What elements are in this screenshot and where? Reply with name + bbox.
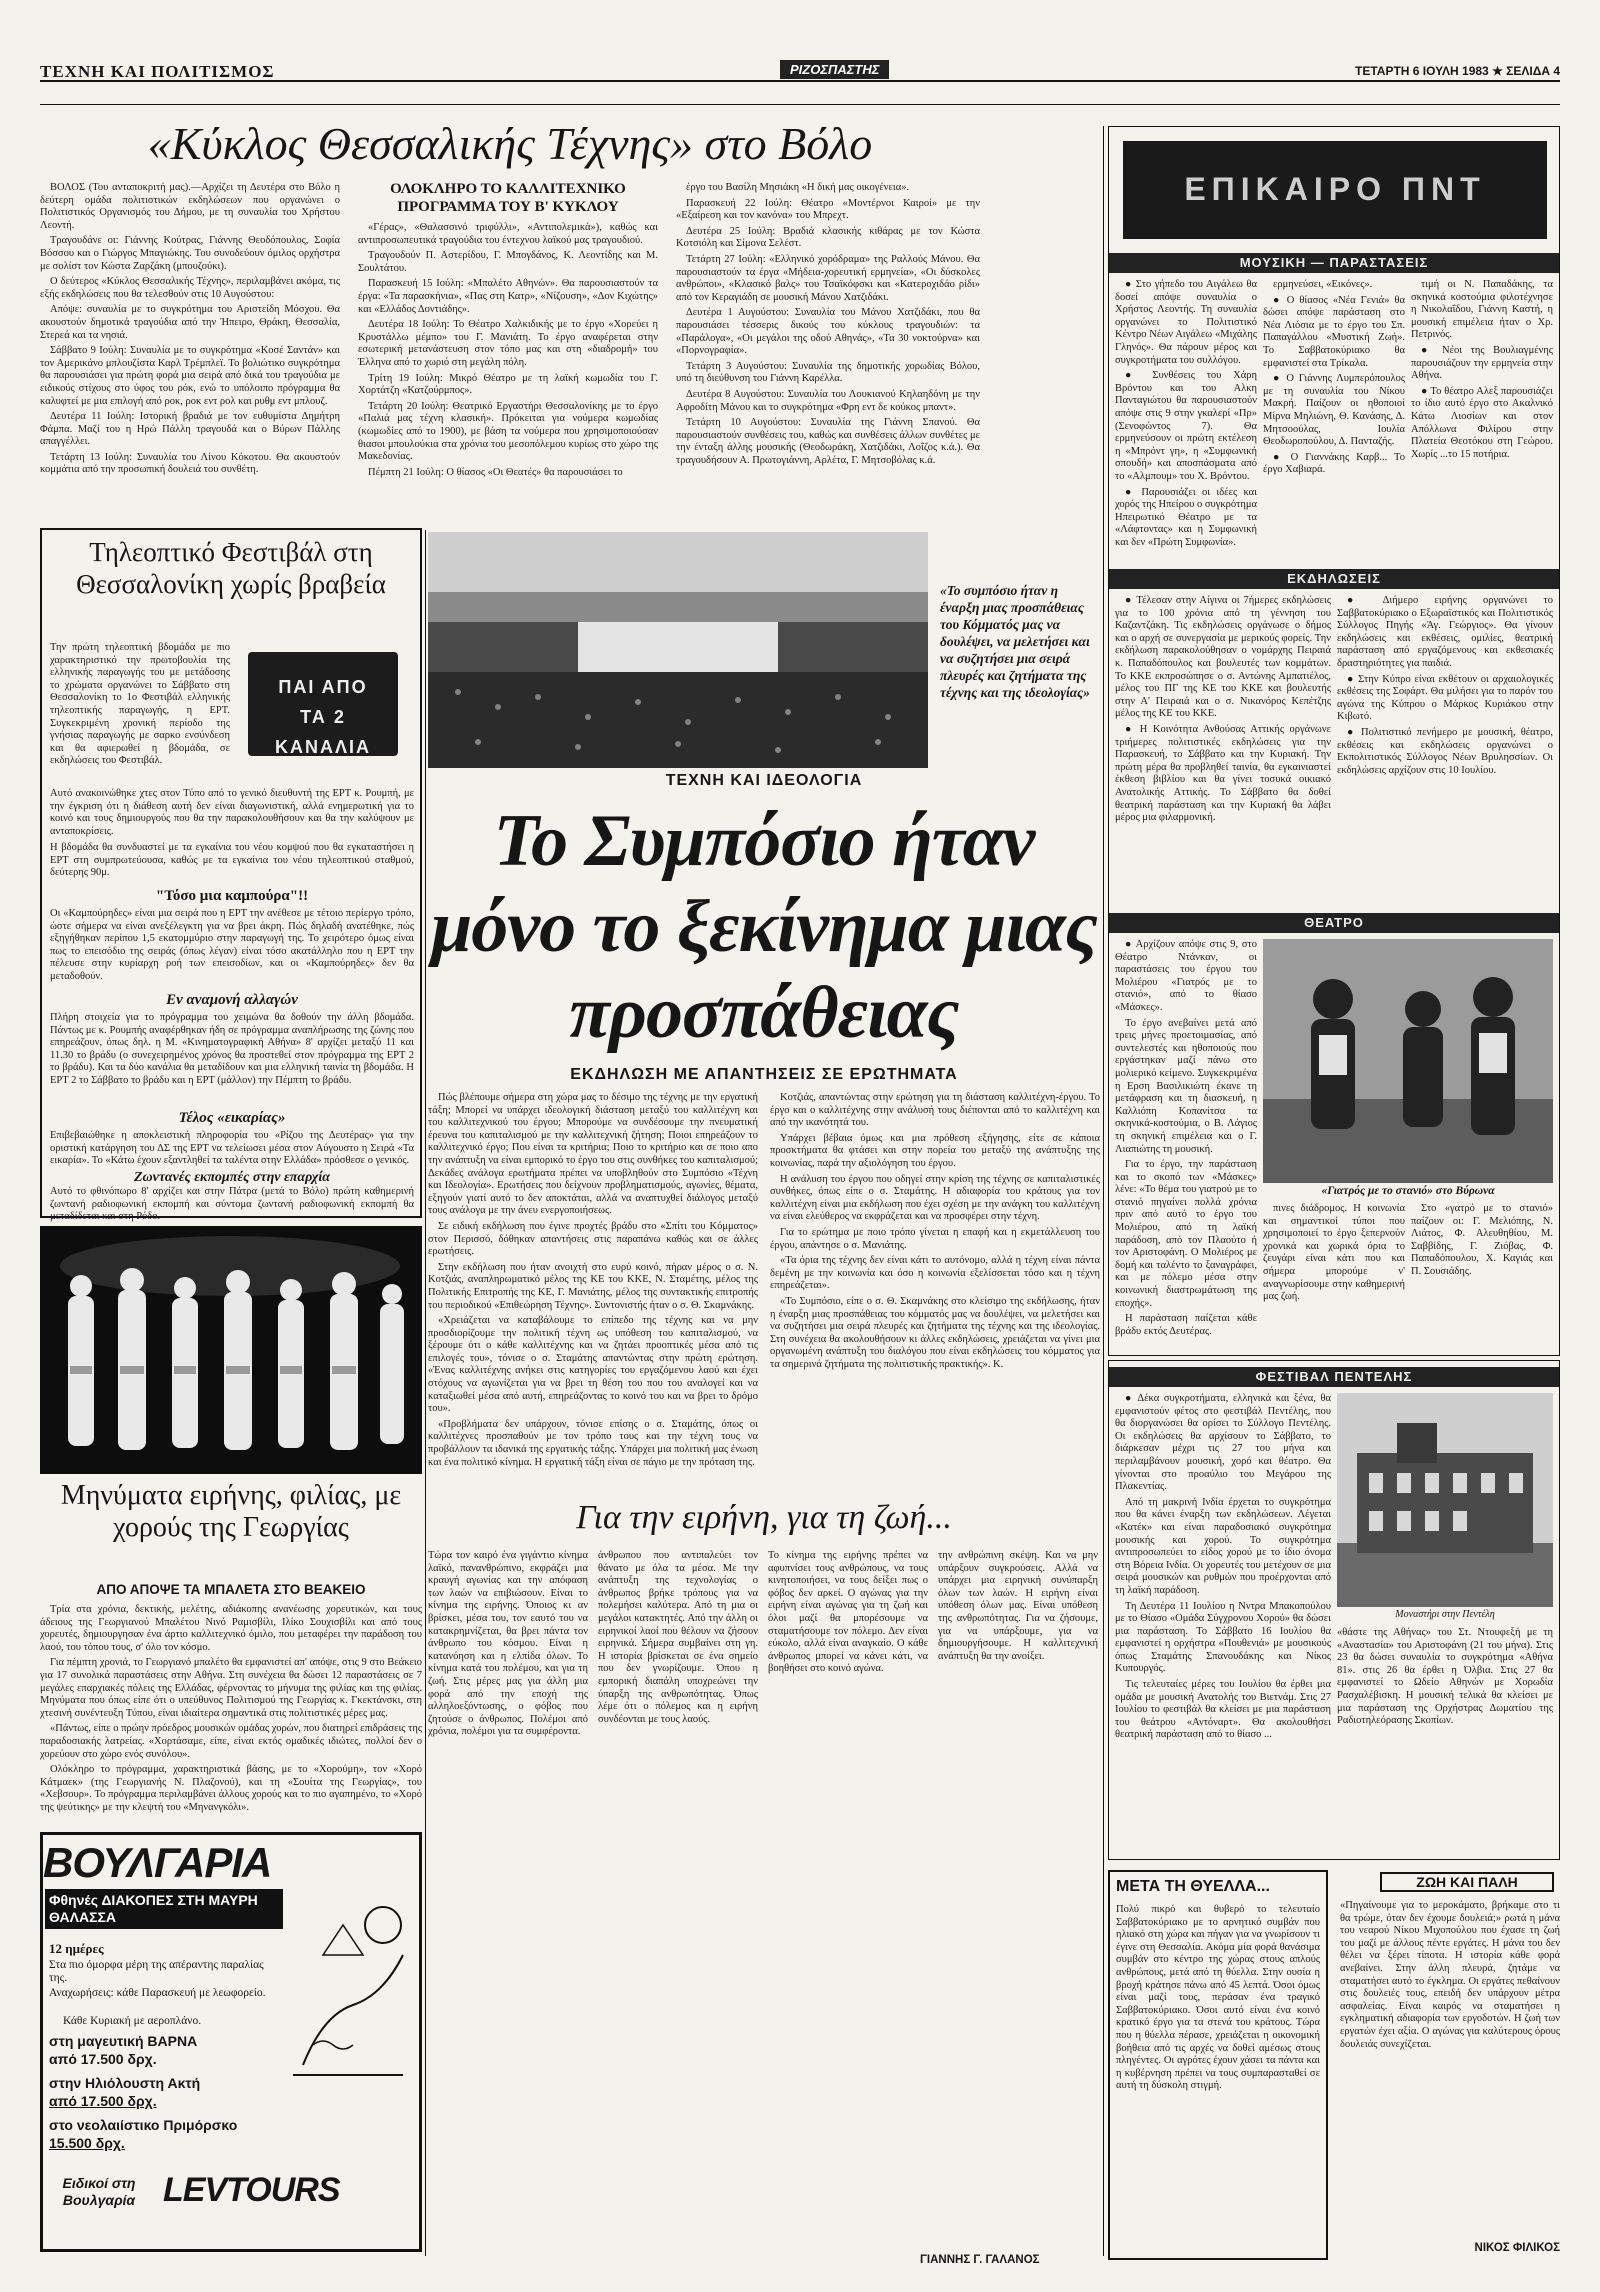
ad-specialist: Ειδικοί στη Βουλγαρία — [62, 2175, 136, 2208]
tv-festival-box — [40, 528, 422, 1223]
symposio-pullquote: «Το συμπόσιο ήταν η έναρξη μιας προσπάθειας του Κόμματός μας να δουλέψει, να μελετήσει και να συζητήσει μια σειρά πλευρές και ζητήματα της τέχνης και της ιδεολογίας» — [940, 583, 1090, 700]
music-col-3: τιμή οι Ν. Παπαδάκης, τα σκηνικά κοστούμια φιλοτέχνησε η Νικολαΐδου, Γιάννη Καστή, η μουσική επιμέλεια ήταν ο Χρ. Πετρινός. ● Νέοι της Βουλιαγμένης παρουσιάζουν την ερμηνεία στην Αθήνα. ● Το θέατρο Αλεξ παρουσιάζει το ίδιο αυτό έργο στο Ακαλνικό Κάτω Λιοσίων και στον Απόλλωνα Φιλίρου στην Πλατεία Θεοτόκου στη Γεώρου. Χωρίς ...το 15 ποτήρια. — [1411, 279, 1553, 460]
symposio-headline: Το Συμπόσιο ήταν μόνο το ξεκίνημα μιας προσπάθειας — [431, 800, 1097, 1054]
theatre-photo — [1263, 939, 1553, 1183]
tv-zont: Αυτό το φθινόπωρο 8' αρχίζει και στην Πάτρα (μετά το Βόλο) πρώτη καθημερινή ζωντανή ραδιοφωνική εκπομπή και σύντομα ζωντανή ραδιοφωνική εκπομπή θα μεταδίδεται και στη Ρόδο. — [50, 1186, 414, 1223]
volos-col2-head: ΟΛΟΚΛΗΡΟ ΤΟ ΚΑΛΛΙΤΕΧΝΙΚΟ ΠΡΟΓΡΑΜΜΑ ΤΟΥ Β' ΚΥΚΛΟΥ — [390, 181, 626, 215]
tv-telos: Επιβεβαιώθηκε η αποκλειστική πληροφορία του «Ρίζου της Δευτέρας» για την οριστική κατάργηση του ΔΣ της ΕΡΤ να τελείωσει μέσα στον Αύγουστο η Σειρά «Τα εικαρία». Το «Κάτω έχουν εξαντληθεί τα ταλέντα στην Ελλάδα» πρόσθεσε ο γενικός. — [50, 1130, 414, 1167]
symposio-col-2: Κοτζιάς, απαντώντας στην ερώτηση για τη διάσταση καλλιτέχνη-έργου. Το έργο και ο καλλιτέχνης στην ανάλυσή τους διέπονται από το καλλιτέχνη και από την ικανότητά του. Υπάρχει βέβαια όμως και μια πρόθεση εξήγησης, είτε σε κάποια προσκτήματα θα φτάσει και στην πορεία του μεταξύ της ανάπτυξης της κοινωνίας, παρά την αξιολόγηση του έργου. Η ανάλυση του έργου που οδηγεί στην κρίση της τέχνης σε καπιταλιστικές συνθήκες, όπως είπε ο σ. Σταμάτης. Η αδιαφορία του κράτους για τον καλλιτέχνη είναι μια εκδήλωση που έχει σχέση με την ανάγκη του καλλιτέχνη να είναι ελεύθερος να εκφράζεται και να προσφέρει στην τέχνη. Για το ερώτημα με ποιο τρόπο γίνεται η επαφή και η εκμετάλλευση του έργου, απάντησε ο σ. Μανιάτης. «Τα όρια της τέχνης δεν είναι κάτι το αυτόνομο, αλλά η τέχνη είναι πάντα δεμένη με την κοινωνία και όσο η κοινωνία εξελίσσεται τόσο και η τέχνη επηρεάζεται». «Το Συμπόσιο, είπε ο σ. Θ. Σκαμνάκης στο κλείσιμο της εκδήλωσης, ήταν η έναρξη μιας προσπάθειας του κόμματός μας να δουλέψει, να μελετήσει και να συζητήσει μια σειρά πλευρές και ζητήματα της τέχνης και της ιδεολογίας. Στη συνέχεια θα ακολουθήσουν κι άλλες εκδηλώσεις, χρειάζεται να γίνει μια οργανωμένη ανάπτυξη του διαλόγου που είναι εκδηλώσεις του κόμματος για τα σημερινά ζητήματα της πολιτιστικής πρακτικής». Κ. — [770, 1092, 1100, 1370]
peace-author: ΓΙΑΝΝΗΣ Γ. ΓΑΛΑΝΟΣ — [920, 2254, 1040, 2266]
georgia-dancers-photo — [40, 1226, 422, 1474]
volos-col-1: ΒΟΛΟΣ (Του ανταποκριτή μας).—Αρχίζει τη Δευτέρα στο Βόλο η δεύτερη ομάδα πολιτιστικών εκδηλώσεων που οργανώνει ο Πολιτιστικός Οργανισμός του Δήμου, με τη συναυλία του Χρήστου Λεοντή. Τραγουδάνε οι: Γιάννης Κούτρας, Γιάννης Θεοδόπουλος, Σοφία Βόσσου και ο Γιώργος Μπαγιώκης. Του συνοδεύουν όμιλος ορχήστρα με σολίστ τον Κώστα Ζαρζάκη (μπουζούκι). Ο δεύτερος «Κύκλος Θεσσαλικής Τέχνης», περιλαμβάνει ακόμα, τις εξής εκδηλώσεις που θα τελεσθούν στις 10 Αυγούστου: Απόψε: συναυλία με το συγκρότημα του Αριστείδη Μόσχου. Θα ακουστούν δημοτικά τραγούδια από την Ήπειρο, Θράκη, Θεσσαλία, Στερεά και τα νησιά. Σάββατο 9 Ιούλη: Συναυλία με το συγκρότημα «Κοσέ Σαντάν» και τον Αμερικάνο μπλουζίστα Καρλ Τρέμπλεϊ. Το βολιώτικο συγκρότημα θα παρουσιάσει για πρώτη φορά μια σειρά από δικά του τραγούδια με ειδικούς στίχους στο ύφος του ρόκ, ενώ το υπόλοιπο πρόγραμμα θα καλυφτεί με μια επιλογή από ροκ, ροκ εντ ρολ και ρυθμ εντ μπλουζ. Δευτέρα 11 Ιούλη: Ιστορική βραδιά με τον ευθυμίστα Δημήτρη Φάμπα. Μαζί του η Ηρώ Πάλλη τραγουδά και ο Βύρων Πάλλης απαγγέλλει. Τετάρτη 13 Ιούλη: Συναυλία του Λίνου Κόκοτου. Θα ακουστούν κομμάτια από την προσωπική δουλειά του συνθέτη. — [40, 182, 340, 476]
peace-title: Για την ειρήνη, για τη ζωή... — [576, 1499, 952, 1536]
section-title: ΤΕΧΝΗ ΚΑΙ ΠΟΛΙΤΙΣΜΟΣ — [40, 62, 275, 81]
tv-logo — [248, 652, 398, 756]
theatre-actors-illustration — [1263, 939, 1553, 1183]
zoi-author: ΝΙΚΟΣ ΦΙΛΙΚΟΣ — [1474, 2242, 1560, 2254]
ad-brand: LEVTOURS — [163, 2171, 340, 2209]
thessalia-title: ΜΕΤΑ ΤΗ ΘΥΕΛΛΑ... — [1116, 1878, 1270, 1895]
peace-col-3: Το κίνημα της ειρήνης πρέπει να αφυπνίσει τους ανθρώπους, να τους κινητοποιήσει, να τους δείξει πως ο φόβος δεν αρκεί. Ο αγώνας για την ειρήνη είναι αγώνας για τη ζωή και όλοι μαζί θα μπορέσουμε να σταματήσουμε τον πόλεμο. Δεν είναι εύκολο, αλλά είναι αναγκαίο. Ο κάθε άνθρωπος μπορεί να κάνει κάτι, να βοηθήσει στο κοινό αγώνα. — [768, 1550, 928, 1675]
date-page: ΤΕΤΑΡΤΗ 6 ΙΟΥΛΗ 1983 ★ ΣΕΛΙΔΑ 4 — [1355, 64, 1560, 78]
monastery-illustration — [1337, 1393, 1553, 1607]
monastery-photo — [1337, 1393, 1553, 1607]
tv-logo-text: ΠΑΙ ΑΠΟ ΤΑ 2 ΚΑΝΑΛΙΑ — [274, 677, 371, 757]
crowd-illustration — [428, 532, 928, 768]
fest-caption: Μοναστήρι στην Πεντέλη — [1395, 1609, 1495, 1620]
epikairo-banner-text: ΕΠΙΚΑΙΡΟ ΠΝΤ — [1184, 171, 1486, 207]
epikairo-section — [1108, 126, 1560, 1356]
volos-article — [40, 116, 980, 526]
tv-anam: Πλήρη στοιχεία για το πρόγραμμα του χειμώνα θα δοθούν την άλλη βδομάδα. Πάντως με κ. Ρουμπής αναφέρθηκαν ήδη σε πρόγραμμα αναπλήρωσης της ζώνης που επηρεάζουν, όπως δηλ. η Μ. «Κινηματογραφική Αθήνα» 8' αρχίζει μεταξύ 11 και 11.30 το βράδυ (ο συνεχειρημένος χρόνος θα προστεθεί στον πρόγραμμα της ΕΡΤ 2 το βράδυ). Και τα δύο κανάλια θα μεταδίδουν και μια ελληνική ταινία τη βδομάδα. Η ΕΡΤ 2 το Σάββατο το βράδυ και η ΕΡΤ (μάλλον) την Πέμπτη το βράδυ. — [50, 1012, 414, 1086]
stadium-crowd-photo — [428, 532, 928, 768]
ad-line2: Αναχωρήσεις: κάθε Παρασκευή με λεωφορείο. — [49, 1987, 266, 1999]
volos-col-3: έργο του Βασίλη Μησιάκη «Η δική μας οικογένεια». Παρασκευή 22 Ιούλη: Θέατρο «Μοντέρνοι Καιροί» με την «Εξαίρεση και τον κανόνα» του Μπρεχτ. Δευτέρα 25 Ιούλη: Βραδιά κλασικής κιθάρας με τον Κώστα Κοτσιόλη και Σίμονα Σελέστ. Τετάρτη 27 Ιούλη: «Ελληνικό χορόδραμα» της Ραλλούς Μάνου. Θα παρουσιαστούν τα έργα «Μήδεια-χορευτική ερμηνεία», «Οι δύσκολες ανθρώποι», «Κλασικό βαλς» του Τσαϊκόφσκι και «Κατεροχιδάο ρίδι» από τον Κεραγιάδη σε μουσική Μάνου Χατζιδάκι. Δευτέρα 1 Αυγούστου: Συναυλία του Μάνου Χατζιδάκι, που θα παρουσιάσει τέσσερις δικούς του κύκλους τραγουδιών: τα «Παράλογα», «Οι μεγάλοι της οδού Αθηνάς», «Τα 30 νοκτούρνα» και «Πορνογραφία». Τετάρτη 3 Αυγούστου: Συναυλία της δημοτικής χορωδίας Βόλου, υπό τη διεύθυνση του Γιάννη Καρέλλα. Δευτέρα 8 Αυγούστου: Συναυλία του Λουκιανού Κηλαηδόνη με την Αφροδίτη Μάνου και το συγκρότημα «Φρη εντ δε κούκος μπαντ». Τετάρτη 10 Αυγούστου: Συναυλία της Γιάννη Σπανού. Θα παρουσιαστούν συνθέσεις του, καθώς και συνθέσεις άλλων συνθέτες με την ένταξη άλλης μουσικής (Θεοδωράκη, Χατζιδάκι, Λοΐζος κ.ά.). Θα τραγουδήσουν Α. Πρωτογιάννη, Αρλέτα, Γ. Μητσοβόλας κ.ά. — [676, 182, 980, 466]
volos-col-2: «Γέρας», «Θαλασσινό τριφύλλι», «Αντιπολεμικά»), καθώς και αντιπροσωπευτικά τραγούδια του έντεχνου λαϊκού μας τραγουδιού. Τραγουδούν Π. Αστερίδου, Γ. Μπογδάνος, Κ. Λεοντίδης και Μ. Σουλτάτου. Παρασκευή 15 Ιούλη: «Μπαλέτο Αθηνών». Θα παρουσιαστούν τα έργα: «Τα παρασκήνια», «Πας στη Κατρ», «Νίζουση», «Δον Κιχώτης» και «Ελλάδος Δοντιάδης». Δευτέρα 18 Ιούλη: Το Θέατρο Χαλκιδικής με το έργο «Χορεύει η Κρυστάλλω μέμπο» του Γ. Μανιάτη. Το έργο αναφέρεται στην εσωτερική μετανάστευση στον τόπο μας και στη «διαδρομή» του Έλληνα από το χωριό στη μεγάλη πόλη. Τρίτη 19 Ιούλη: Μικρό Θέατρο με τη λαϊκή κωμωδία του Γ. Χορτάτζη «Κατζούρμπος». Τετάρτη 20 Ιούλη: Θεατρικό Εργαστήρι Θεσσαλονίκης με το έργο «Παλιά μας τέχνη κλασική». Πρόκειται για νούμερα κωμωδίας (κωμωδίες από το 1900), με βάση τα νούμερα που χρησιμοποιούσαν θιασοι μπουλούκια στα χρόνια του μεσοπόλεμου κυρίως στο χώρο της Μακεδονίας. Πέμπτη 21 Ιούλη: Ο θίασος «Οι Θεατές» θα παρουσιάσει το — [358, 222, 658, 478]
page-header — [40, 52, 1560, 108]
tv-h-telos: Τέλος «εικαρίας» — [178, 1110, 286, 1126]
events-col-2: ● Διήμερο ειρήνης οργανώνει το Σαββατοκύριακο ο Εξωραϊστικός και Πολιτιστικός Σύλλογος Πηγής «Άγ. Γεώργιος». Θα γίνουν εκδηλώσεις και εκθέσεις, ομιλίες, θεατρική παράσταση από εργαζόμενους και εκθεσιακές δραστηριότητες για παιδιά. ● Στην Κύπρο είναι εκθέτουν οι αρχαιολογικές εκθέσεις της Σοφάρτ. Θα μιλήσει για το παρόν του αγώνα της Κύπρου ο Μάρκος Κυριάκου στην Κιβωτό. ● Πολιτιστικό πενήμερο με μουσική, θέατρο, εκθέσεις και εκδηλώσεις οργανώνει ο Εκπολιτιστικός Σύλλογος Νέων Βρυλησσίων. Οι εκδηλώσεις αρχίζουν στις 10 Ιουλίου. — [1337, 595, 1553, 776]
fest-band: ΦΕΣΤΙΒΑΛ ΠΕΝΤΕΛΗΣ — [1109, 1367, 1559, 1387]
zoi-title: ΖΩΗ ΚΑΙ ΠΑΛΗ — [1380, 1872, 1554, 1892]
theatre-col-2: πινες διάδρομος. Η κοινωνία και σημαντικοί τύποι που χρησιμοποιεί το έργο ξεπερνούν χρονικά και χωρικά όρια το ζευγάρι είναι κάτι που και σήμερα μπορούμε ν' αναγνωρίσουμε στην καθημερινή μας ζωή. — [1263, 1203, 1405, 1303]
thessalia-box — [1108, 1870, 1328, 2260]
masthead: ΡΙΖΟΣΠΑΣΤΗΣ — [780, 60, 889, 79]
ad-line1: Στα πιο όμορφα μέρη της απέραντης παραλίας της. — [49, 1959, 264, 1984]
tv-h-anam: Εν αναμονή αλλαγών — [166, 992, 298, 1008]
col-divider-1 — [1103, 126, 1104, 2256]
theatre-col-1: ● Αρχίζουν απόψε στις 9, στο Θέατρο Ντάνκαν, οι παραστάσεις του έργου του Μολιέρου «Γιατρός με το στανιό», από το θίασο «Μάσκες». Το έργο ανεβαίνει μετά από τρεις μήνες προετοιμασίας, από συντελεστές και ηθοποιούς που εργάστηκαν μαζί πάνω στο μολιερικό κείμενο. Συγκεκριμένα η Ερση Βασιλικιώτη έκανε τη μετάφραση και τη διασκευή, η Καλλιόπη Κοπανίτσα τα σκηνικά-κοστούμια, ο Β. Λάγιος τη σκηνική επιμέλεια και ο Γ. Λιαπιώτης τη μουσική. Για το έργο, την παράσταση και το σκοπό των «Μάσκες» λένε: «Το θέμα του γιατρού με το στανιό πηγαίνει πολλά χρόνια πριν από αυτό το έργο του Μολιέρου, από τη λαϊκή παράδοση, από τον Πλαούτο ή τον Αριστοφάνη. Ο Μολιέρος με δομή και ταλέντο το ξαναγράφει, και με πόλεμο μέσα στην κοινωνική διαστρωμάτωση της εποχής». Η παράσταση παίζεται κάθε βράδυ εκτός Δευτέρας. — [1115, 939, 1257, 1337]
ad-primorsko: στο νεολαιίστικο Πριμόρσκο — [49, 2117, 238, 2133]
ad-price1: από 17.500 δρχ. — [49, 2051, 157, 2067]
symposio-col-1: Πώς βλέπουμε σήμερα στη χώρα μας το δέσιμο της τέχνης με την εργατική τάξη; Μπορεί να υπάρχει ιδεολογική διάσταση μεταξύ του καλλιτέχνη και του καλλιτεχνικού του έργου; Μπορούμε να συνδέσουμε την πνευματική έρευνα του καπιταλισμού με την καλλιτεχνική ζήτηση; Ποιοι επηρεάζουν το καλλιτεχνικό έργο; Που είναι τα κριτήρια; Ποιο το κριτήριο και σε ποιο απο την ανάπτυξη να είναι εμπορικό το έργο του στις συνθήκες του καπιταλισμού; Δεκάδες ανάλογα ερωτήματα πρέπει να υποβληθούν στο Συμπόσιο «Τέχνη και Ιδεολογία». Ερωτήσεις που δείχνουν προβληματισμούς, αγωνίες, θέματα, εξηγούν γιατί αυτό το δεν αποκτάται, αλλά να αναπτυχθεί διάλογος μεταξύ τους ανάλογα με την άνευ ενεργοποιήσεως. Σε ειδική εκδήλωση που έγινε προχτές βράδυ στο «Σπίτι του Κόμματος» στον Περισσό, δόθηκαν απαντήσεις στις παραπάνω καθώς και σε άλλες ερωτήσεις. Στην εκδήλωση που ήταν ανοιχτή στο ευρύ κοινό, πήραν μέρος ο σ. Ν. Κοτζιάς, αναπληρωματικό μέλος της ΚΕ του ΚΚΕ, Ν. Σταμέτης, μέλος της Πολιτικής Επιτροπής της ΚΕ, Γ. Μανιάτης, μέλος της συντακτικής επιτροπής του περιοδικού «Επιθεώρηση Τέχνης». Συντονιστής ήταν ο σ. Θ. Σκαμνάκης. «Χρειάζεται να καταβάλουμε το επίπεδο της τέχνης και να μην προσδιορίζουμε την πολιτική τέχνη ως υπόθεση του καπιταλισμού, να ξέρουμε ότι ο κάθε καλλιτέχνης και να ζητάει προοπτικές μέσα από τις επιλογές του», τόνισε ο σ. Σταμάτης απαντώντας στην πρώτη ερώτηση. «Ένας καλλιτέχνης ανήκει στις κατηγορίες του εργαζόμενου λαού και έχει στόχους να αγωνίζεται για να βρει τη θέση του που του αναλογεί και να καταξιωθεί μέσα από αυτή, επηρεάζοντας το κοινό του και να βρει το δρόμο του». «Προβλήματα δεν υπάρχουν, τόνισε επίσης ο σ. Σταμάτης, όπως οι καλλιτέχνες προσπαθούν με τον τρόπο τους και την τέχνη τους να προβάλλουν τα ιδανικά της εργατικής τάξης. Υπάρχει μια πολιτική μας ένωση και ένα πολιτικό κίνημα. Η εργατική τάξη είναι σε πάγιο με την πρόταση της. — [428, 1092, 758, 1468]
ad-line3: Κάθε Κυριακή με αεροπλάνο. — [63, 2015, 202, 2027]
ad-headline: Φθηνές ΔΙΑΚΟΠΕΣ ΣΤΗ ΜΑΥΡΗ ΘΑΛΑΣΣΑ — [45, 1889, 283, 1929]
ad-sunny: στην Ηλιόλουστη Ακτή — [49, 2075, 201, 2091]
fest-section — [1108, 1360, 1560, 1860]
peace-col-4: την ανθρώπινη σκέψη. Και να μην υπάρξουν συγκρούσεις. Αλλά να υπάρχει μια ειρηνική συνύπαρξη όλων των λαών. Η ειρήνη είναι υπόθεση όλων μας. Είναι υπόθεση της ανθρωπότητας. Για να ζήσουμε, για να υπάρξουμε, για να δημιουργήσουμε. Η καλλιτεχνική ανάπτυξη θα την ανοίξει. — [938, 1550, 1098, 1662]
georgia-title: Μηνύματα ειρήνης, φιλίας, με χορούς της Γεωργίας — [60, 1480, 402, 1543]
ad-price2: από 17.500 δρχ. — [49, 2093, 157, 2109]
music-band: ΜΟΥΣΙΚΗ — ΠΑΡΑΣΤΑΣΕΙΣ — [1109, 253, 1559, 273]
music-col-1: ● Στο γήπεδο του Αιγάλεω θα δοσεί απόψε συναυλία ο Χρήστος Λεοντής. Τη συναυλία οργανώνει το Πολιτιστικό Κέντρο Νέων Αιγάλεω «Μιχάλης Γληνός». Θα πάρουν μέρος και συγκροτήματα του συλλόγου. ● Συνθέσεις του Χάρη Βρόντου και του Αλκη Πανταγιώτου θα παρουσιαστούν απόψε στις 9 στην γκαλερί «Πρ» (Σενοφώντος 7). Θα ερμηνεύσουν οι πρώτη εκτέλεση η «Μπρόντ γη», η «Συμφωνική σπουδή» και αποσπάσματα από το «Αλμπουμ» του Χ. Βρόντου. ● Παρουσιάζει οι ιδέες και χορός της Ηπείρου ο συγκρότημα Ηπειρωτικό Θέατρο με τα «Λάφτοντας» και η Συμφωνική και δεν «Πρώτη Συμφωνία». — [1115, 279, 1257, 548]
ad-drawing — [283, 1895, 413, 2085]
events-band: ΕΚΔΗΛΩΣΕΙΣ — [1109, 569, 1559, 589]
zoi-body: «Πηγαίνουμε για το μεροκάματο, βρήκαμε στο τι θα τρώμε, όταν δεν έχουμε δουλειά;» ρωτά η μάνα του νεαρού Νίκου Μιχοπούλου που έχασε τη ζωή του μαζί με άλλους πέντε εργάτες. Η μάνα του δεν θέλει να ξέρει τίποτα. Η ιστορία κάθε φορά ανεβαίνει. Στην άλλη πλευρά, ζητάμε να σταματήσει αυτό το έγκλημα. Οι εργάτες πεθαίνουν στις δουλειές τους, επειδή δεν υπάρχουν μέτρα ασφαλείας. Είναι καιρός να σταματήσει η εγκληματική αδιαφορία των εργοδοτών. Η ζωή των εργατών έχει αξία. Ο αγώνας για καλύτερους όρους δουλειάς συνεχίζεται. — [1340, 1900, 1560, 2050]
ad-price3: 15.500 δρχ. — [49, 2135, 125, 2151]
tv-h-tosso: "Τόσο μια καμπούρα"!! — [155, 888, 309, 904]
epikairo-banner — [1123, 141, 1547, 239]
dancers-illustration — [40, 1226, 422, 1474]
music-col-2: ερμηνεύσει, «Εικόνες». ● Ο θίασος «Νέα Γενιά» θα δώσει απόψε παράσταση στο Νέα Λιόσια με το έργο του Σπ. Παπαγάλλου «Μυστική Ζωή». Το Σαββατοκύριακο θα εμφανιστεί στα Τρίκαλα. ● Ο Γιάννης Λυμπερόπουλος με τη συναυλία του Νίκου Μακρή. Παίζουν οι ηθοποιοί Μίρνα Μηλιώνη, Θ. Κανάσης, Δ. Μητσοούλας, Ιουλία Θεοδωροπούλου, Δ. Πανταζής. ● Ο Γιαννάκης Καρβ... Το έργο Χαβιαρά. — [1263, 279, 1405, 476]
volos-title: «Κύκλος Θεσσαλικής Τέχνης» στο Βόλο — [147, 118, 873, 169]
symposio-kicker: ΤΕΧΝΗ ΚΑΙ ΙΔΕΟΛΟΓΙΑ — [665, 772, 863, 789]
zoi-section — [1340, 1870, 1560, 2260]
tv-intro: Την πρώτη τηλεοπτική βδομάδα με πιο χαρακτηριστικό την πρωτοβουλία της ελληνικής παραγωγής του με μετάδοσης το χρώματα οργανώνει το Σάββατο στη Θεσσαλονίκη το 1ο Φεστιβάλ ελληνικής τηλεοπτικής παραγωγής, η ΕΡΤ. Συγκεκριμένη χρονική περίοδο της γνήσιας παραγωγής με σαρκο ενσύνδεση και θα αφιερωθεί η βδομάδα, σε εκδηλώσεις του Φεστιβάλ. — [50, 642, 230, 767]
symposio-subhead: ΕΚΔΗΛΩΣΗ ΜΕ ΑΠΑΝΤΗΣΕΙΣ ΣΕ ΕΡΩΤΗΜΑΤΑ — [570, 1066, 958, 1083]
tv-title: Τηλεοπτικό Φεστιβάλ στη Θεσσαλονίκη χωρίς βραβεία — [76, 537, 386, 599]
ad-days: 12 ημέρες — [49, 1941, 104, 1956]
header-bottom-rule — [40, 104, 1560, 105]
ad-country: ΒΟΥΛΓΑΡΙΑ — [43, 1839, 272, 1886]
beach-illustration-icon — [283, 1895, 413, 2085]
georgia-subtitle: ΑΠΟ ΑΠΟΨΕ ΤΑ ΜΠΑΛΕΤΑ ΣΤΟ ΒΕΑΚΕΙΟ — [96, 1582, 366, 1597]
tv-tosso: Οι «Καμπούρηδες» είναι μια σειρά που η ΕΡΤ την ανέθεσε με τέτοιο περίεργο τρόπο, ώστε σήμερα να είναι ανεξέλεγκτη για να βρει άκρη. Πώς δηλαδή ανατέθηκε, πώς εξηγήθηκαν περίπου 1,5 εκατομμύριο στην παραγωγή της. Το χειρότερο όμως είναι πως το επεισόδιο της σειράς (όπως λέγαν) είναι τόσο ακατάλληλο που η ΕΡΤ την πέλευσε στην κυρίαρχη ροή των επεισοδίων, και οι «Καμπούρηδες» δεν θα μεταδοθούν. — [50, 908, 414, 982]
georgia-body: Τρία στα χρόνια, δεκτικής, μελέτης, αδιάκοπης ανανέωσης χορευτικών, και τους άδειους της Γεωργιανού Μπαλέτου Νινό Ραμισβίλι, Ιλίκο Σουχισβίλι και από τους χορευτές, δημιουργησαν ένα άρτιο καλλιτεχνικό όμιλο, που μεταφέρει την παράδοση του λαού, του τόπου τους, σ' όλο τον κόσμο. Για πέμπτη χρονιά, το Γεωργιανό μπαλέτο θα εμφανιστεί απ' απόψε, στις 9 στο Βεάκειο για 17 συνολικά παραστάσεις στην Αθήνα. Στη συνέχεια θα δώσει 12 παραστάσεις σε 7 μεγάλες επαρχιακές πόλεις της Ελλάδας, φέρνοντας το μήνυμα της φιλίας και της φιλίας. Μηνύματα που όπως είπε ότι ο υπεύθυνος Πολιτισμού της Γεωργίας κ. Γκεκτάνσκι, στη χτεσινή συνέντευξη Τύπου, είναι ιδιαίτερα σημαντικά στις πολιτιστικές μέρες μας. «Πάντως, είπε ο πρώην πρόεδρος μουσικών ομάδας χορών, που διατηρεί επιδράσεις της παραδοσιακής λατρείας. «Χορτάσαμε, είπε, είναι εκτός ομαδικές ιδιώτες, πολλοί δεν ο χορεύουν στο χώρο ενός συνόλου». Ολόκληρο το πρόγραμμα, χαρακτηριστικά βάσης, με το «Χορούμη», τον «Χορό Κάτμαεκ» (της Γεωργιανής Ν. Πλαζονού), και τη «Σουίτα της Γεωργίας», του «Χεβσουρ». Το πρόγραμμα περιλαμβάνει άλλους χορούς και το πιο αγαπημένο, το «Χορό της ψεύτικης» με την κλεψτή του «Μηνανγκόλι». — [40, 1604, 422, 1813]
theatre-caption: «Γιατρός με το στανιό» στο Βύρωνα — [1321, 1185, 1495, 1197]
col-divider-2 — [425, 530, 426, 2256]
peace-col-1: Τώρα τον καιρό ένα γιγάντιο κίνημα λαϊκό, πανανθρώπινο, εκφράζει μια κραυγή αγωνίας και την απόφαση των λαών να επιβιώσουν. Είναι το κίνημα της ειρήνης. Όποιος κι αν βρίσκει, μέσα του, τον εαυτό του να κατακρημνίζεται, θα βρει πάντα τον άνθρωπο του κόσμου. Είναι η κατανόηση και η ελπίδα όλων. Το κίνημα κατά του πολέμου, και για τη ζωή. Στις μέρες μας για άλλη μια φορά από την εποχή της αλληλοεξόντωσης, ο φόβος που ζητούσε ο άνθρωπος. Πολέμοι από χρόνια, πολέμοι για τα συμφέροντα. — [428, 1550, 588, 1738]
ad-varna: στη μαγευτική ΒΑΡΝΑ — [49, 2033, 198, 2049]
theatre-band: ΘΕΑΤΡΟ — [1109, 913, 1559, 933]
peace-col-2: άνθρωπου που αντιπαλεύει τον θάνατο με όλα τα μέσα. Με την ανάπτυξη της τεχνολογίας ο άνθρωπος βρήκε τρόπους για να πολεμήσει καλύτερα. Από τη μια οι μεγάλοι κατακτητές. Από την άλλη οι ειρηνικοί λαοί που θέλουν να ζήσουν ειρηνικά. Σήμερα συμβαίνει στη γη. Η ιστορία βρίσκεται σε ένα σημείο που δεν γνωρίζουμε. Όπου η εμπορική διαπάλη υποχρεώνει την ύπαρξη της ανθρωπότητας. Όπως λέμε ότι ο πόλεμος και η ειρήνη συνδέονται με τους λαούς. — [598, 1550, 758, 1725]
tv-p3: Η βδομάδα θα συνδυαστεί με τα εγκαίνια του νέου κομψού που θα εγκαταστήσει η ΕΡΤ στη συμπρωτεύουσα, καθώς με τα εγκαίνια του νέου τηλεοπτικού σταθμού, δεύτερης 90μ. — [50, 842, 414, 879]
bulgaria-ad — [40, 1832, 422, 2252]
fest-extra: «θάστε της Αθήνας» του Στ. Ντουφεξή με τη «Αναστασία» του Αριστοφάνη (21 του μήνα). Στις 23 θα δώσει συναυλία το συγκρότημα «Αθήνα 81». στις 26 θα έρθει η Όλβια. Στις 27 θα εμφανιστεί το Ωδείο Αθηνών με Χορωδία Ρασχαλέβισκη. Η μουσική τελικά θα κλείσει με μια παράσταση της Ορχήστρας Δωματίου της Ραδιοτηλεόρασης Σκοπίων. — [1337, 1627, 1553, 1727]
georgia-article — [40, 1480, 422, 1825]
tv-h-zont: Ζωντανές εκπομπές στην επαρχία — [133, 1170, 331, 1185]
tv-p2: Αυτό ανακοινώθηκε χτες στον Τύπο από το γενικό διευθυντή της ΕΡΤ κ. Ρουμπή, με την έγκριση ότι η διάθεση αυτή δεν είναι διαγωνιστική, αλλά ενημερωτική για το κοινό και τους δημιουργούς που θα την παρακολουθήσουν και θα την καλύψουν με ανταποκρίσεις. — [50, 788, 414, 837]
events-col-1: ● Τέλεσαν στην Αίγινα οι 7ήμερες εκδηλώσεις για το 100 χρόνια από τη γέννηση του Καζαντζάκη. Τις εκδηλώσεις οργάνωσε ο δήμος και ο αρχή σε συνεργασία με μερικούς φορείς. Την εκδήλωση παρακολούθησαν ο νομάρχης Πειραιά κ. Παπαδόπουλος και βουλευτές των κομμάτων. Το ΚΚΕ εκπροσώπησε ο σ. Αντώνης Αμπατιέλος, μέλος του ΠΓ της ΚΕ του ΚΚΕ και βουλευτής στην Α' Πειραιά και ο σ. Νικανόρος Κεπέτζης μέλος της ΚΕ του ΚΚΕ. ● Η Κοινότητα Ανθούσας Αττικής οργάνωνε τριήμερες πολιτιστικές εκδηλώσεις για την Παρασκευή, το Σάββατο και την Κυριακή. Την πρώτη μέρα θα προβληθεί ταινία, θα εγκαινιαστεί έκθεση βιβλίου και θα γίνει τοσυκά οικιακό Ανατολικής Αττικής. Το Σάββατο θα δοθεί θεατρική παράσταση και την Κυριακή θα λάβει μέρος μια φιλαρμονική. — [1115, 595, 1331, 824]
fest-col-1: ● Δέκα συγκροτήματα, ελληνικά και ξένα, θα εμφανιστούν φέτος στο φεστιβάλ Πεντέλης, που θα διοργανώσει θα ορίσει το Σύλλογο Πεντέλης. Οι εκδηλώσεις θα αρχίσουν το Σάββατο, το διάρκεσαν μέχρι τις 27 του μήνα και περιλαμβάνουν μουσική, χορό και θέατρο. Θα γίνονται στο προαύλιο του Μεγάρου της Πλακεντίας. Από τη μακρινή Ινδία έρχεται το συγκρότημα που θα κάνει έναρξη των εκδηλώσεων. Λέγεται «Κατέκ» και είναι παραδοσιακό συγκρότημα μουσικής και χορού. Το συγκρότημα αντιπροσωπεύει το είδος χορού με το ίδιο όνομα στη Βόρεια Ινδία. Οι χορευτές του μετέχουν σε μια σειρά μουσικών και ρυθμών που προέρχονται από τη λαϊκή παράδοση. Τη Δευτέρα 11 Ιουλίου η Νντρα Μπακοπούλου με το Θίασο «Ομάδα Σύγχρονου Χορού» θα δώσει μια παράσταση. Το Σάββατο 16 Ιουλίου θα εμφανιστεί η ορχήστρα «Πουθενιά» με μουσικούς όπως Σταμάτης Σπανουδάκης και Νίκος Κυπουργός. Τις τελευταίες μέρες του Ιουλίου θα έρθει μια ομάδα με μουσική Ανατολής του Βιετνάμ. Στις 27 Ιουλίου το φεστιβάλ θα κλείσει με μια παράσταση του θεάτρου «Αντόναρτ». Θα ακολουθήσει θεατρική παράσταση από το θίασο ... — [1115, 1393, 1331, 1741]
theatre-col-3: Στο «γατρό με το στανιό» παίζουν οι: Γ. Μελιόπης, Ν. Λιάτος, Φ. Αλευθηθίου, Μ. Σαββίδης, Γ. Ζιόβας, Φ. Παπαδόπουλου, Χ. Καγιάς και Π. Σουσιάδης. — [1411, 1203, 1553, 1277]
thessalia-body: Πολύ πικρό και θυβερό το τελευταίο Σαββατοκύριακο με το αρνητικό συμβάν που ηλιακό στη χώρα και πήγαν για να γνωρίσουν τι έγινε στη Θεσσαλία. Ακόμα μία φορά θανάσιμα συμβάν στο κέντρο της χώρας στους απλούς ανθρώπους, μετά από τη θύελλα. Στην ουσία η βροχή κράτησε πάνω από 45 λεπτά. Όσοι όμως είναι μαζί τους, περάσαν ένα τραγικό Σαββατοκύριακο. Όσοι αυτό είναι ένα κοινό κρατικό έργο για τα στενά του κράτους. Τώρα που η θύελλα πέρασε, χρειάζεται η οικονομική βοήθεια από τις αρχές να δοθεί αμέσως στους πληγέντες. Οι αγρότες έχουν χάσει τα πάντα και η κυβέρνηση πρέπει να τους συμπαρασταθεί σε αυτή τη δύσκολη στιγμή. — [1116, 1904, 1320, 2092]
